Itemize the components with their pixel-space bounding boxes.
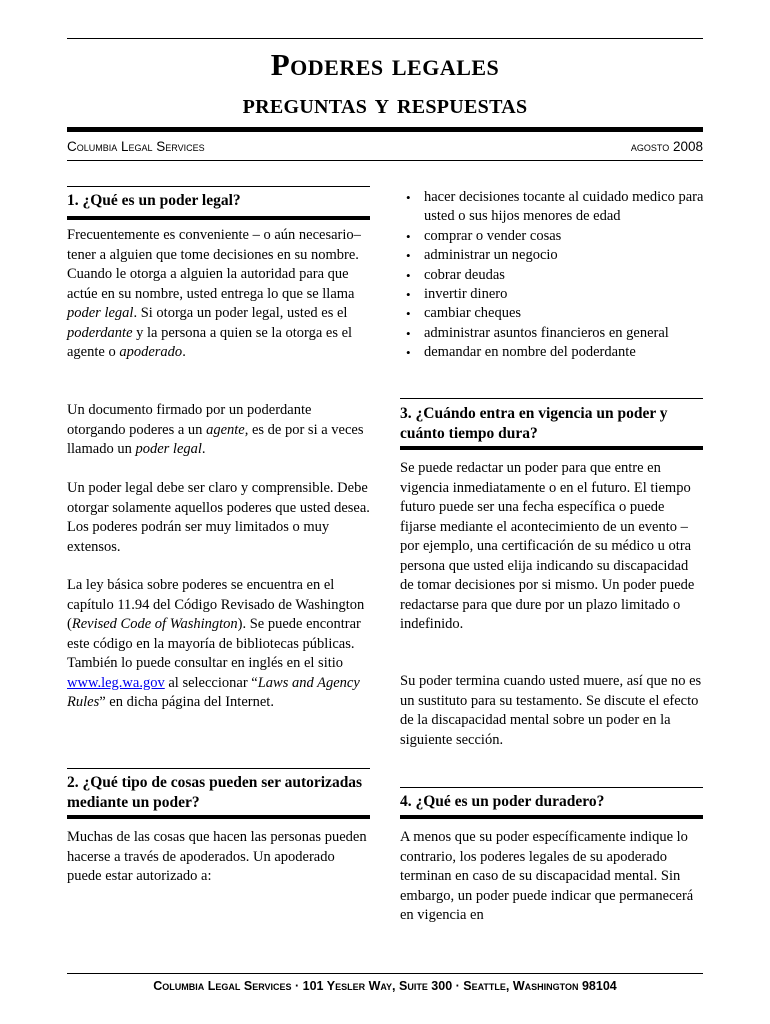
header-bottom-rule (67, 160, 703, 161)
list-item: • administrar un negocio (400, 246, 710, 265)
organization-name: Columbia Legal Services (67, 139, 205, 154)
top-rule (67, 38, 703, 39)
header-thick-rule (67, 127, 703, 132)
document-title-line2: preguntas y respuestas (242, 88, 528, 120)
section4-top-rule (400, 787, 703, 788)
section1-heading-rule (67, 216, 370, 220)
document-date: agosto 2008 (630, 139, 703, 154)
document-title-line1: Poderes legales (270, 47, 500, 82)
section4-heading-rule (400, 815, 703, 819)
list-item: • comprar o vender cosas (400, 227, 710, 246)
section1-paragraph4: La ley básica sobre poderes se encuentra en el capítulo 11.94 del Código Revisado de Washington (Revised Code of Washington). Se puede encontrar este código en la mayoría de bibliotecas públicas. También lo puede consultar en inglés en el sitio www.leg.wa.gov al seleccionar “Laws and Agency Rules” en dicha página del Internet. (67, 577, 365, 710)
footer-address: Columbia Legal Services · 101 Yesler Way, Suite 300 · Seattle, Washington 98104 (153, 979, 617, 993)
section1-heading: 1. ¿Qué es un poder legal? (67, 192, 241, 209)
section1-top-rule (67, 186, 370, 187)
section3-paragraph2: Su poder termina cuando usted muere, así que no es un sustituto para su testamento. Se discute el efecto de la discapacidad mental sobre un poder en la siguiente sección. (400, 673, 702, 748)
section3-paragraph1: Se puede redactar un poder para que entre en vigencia inmediatamente o en el futuro. El tiempo futuro puede ser una fecha específica o puede fijarse mediante el acontecimiento de un evento – por ejemplo, una certificación de su médico u otra persona que usted elija indicando su discapacidad de tomar decisiones por si mismo. Un poder puede redactarse para que dure por un plazo limitado o indefinido. (400, 460, 695, 632)
section2-paragraph1: Muchas de las cosas que hacen las personas pueden hacerse a través de apoderados. Un apoderado puede estar autorizado a: (67, 829, 367, 884)
list-item: • cambiar cheques (400, 304, 710, 323)
list-item: • hacer decisiones tocante al cuidado medico para usted o sus hijos menores de edad (400, 188, 710, 227)
authorized-actions-list (400, 188, 710, 363)
section3-heading-rule (400, 446, 703, 450)
section2-heading: 2. ¿Qué tipo de cosas pueden ser autorizadas mediante un poder? (67, 774, 363, 811)
section3-top-rule (400, 398, 703, 399)
section1-paragraph1: Frecuentemente es conveniente – o aún necesario– tener a alguien que tome decisiones en su nombre. Cuando le otorga a alguien la autoridad para que actúe en su nombre, usted entrega lo que se llama poder legal. Si otorga un poder legal, usted es el poderdante y la persona a quien se la otorga es el agente o apoderado. (67, 227, 361, 360)
section3-heading: 3. ¿Cuándo entra en vigencia un poder y cuánto tiempo dura? (400, 405, 668, 442)
section4-heading: 4. ¿Qué es un poder duradero? (400, 793, 605, 810)
section2-top-rule (67, 768, 370, 769)
section1-paragraph2: Un documento firmado por un poderdante otorgando poderes a un agente, es de por si a veces llamado un poder legal. (67, 402, 364, 457)
list-item: • administrar asuntos financieros en general (400, 324, 710, 343)
section2-heading-rule (67, 815, 370, 819)
list-item: • cobrar deudas (400, 266, 710, 285)
leg-wa-gov-link[interactable]: www.leg.wa.gov (67, 674, 165, 691)
list-item: • demandar en nombre del poderdante (400, 343, 710, 362)
section1-paragraph3: Un poder legal debe ser claro y comprensible. Debe otorgar solamente aquellos poderes que usted desea. Los poderes podrán ser muy limitados o muy extensos. (67, 480, 370, 555)
section4-paragraph1: A menos que su poder específicamente indique lo contrario, los poderes legales de su apoderado terminan en caso de su discapacidad mental. Sin embargo, un poder puede indicar que permanecerá en vigencia en (400, 829, 694, 923)
list-item: • invertir dinero (400, 285, 710, 304)
footer-rule (67, 973, 703, 974)
